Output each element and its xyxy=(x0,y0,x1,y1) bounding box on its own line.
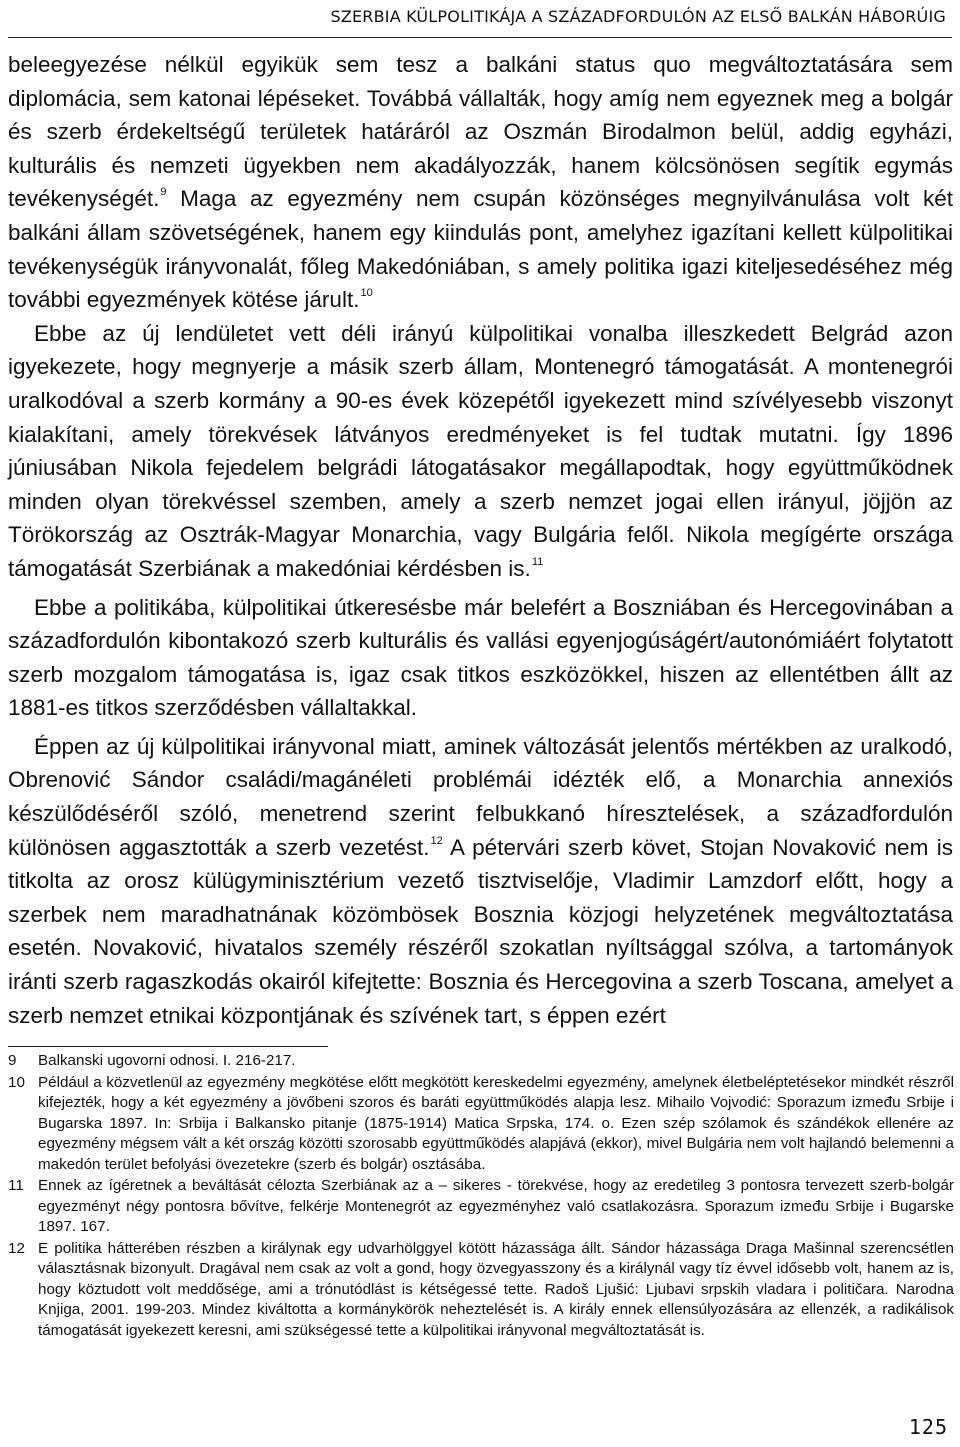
footnote-10 xyxy=(8,1073,954,1176)
paragraph-3-text: Ebbe a politikába, külpolitikai útkeresésbe már belefért a Boszniában és Hercegovinában a századfordulón kibontakozó szerb kulturális és vallási egyenjogúságért/autonómiáért folytatott szerb mozgalom támogatása is, igaz csak titkos eszközökkel, hiszen az ellentétben állt az 1881-es titkos szerződésben vállaltakkal. xyxy=(8,594,953,721)
running-header: SZERBIA KÜLPOLITIKÁJA A SZÁZADFORDULÓN AZ ELSŐ BALKÁN HÁBORÚIG xyxy=(330,7,946,26)
paragraph-3 xyxy=(8,591,953,725)
footnote-number: 9 xyxy=(8,1052,17,1069)
footnote-ref-9[interactable]: 9 xyxy=(160,186,167,199)
paragraph-4 xyxy=(8,730,953,1032)
footnote-12 xyxy=(8,1239,954,1342)
footnote-number: 10 xyxy=(8,1073,25,1091)
paragraph-1-text-a: beleegyezése nélkül egyikük sem tesz a balkáni status quo megváltoztatására sem diplomácia, sem katonai lépéseket. Továbbá vállalták, hogy amíg nem egyeznek meg a bolgár és szerb érdekeltségű területek határáról az Oszmán Birodalmon belül, addig egyházi, kulturális és nemzeti ügyekben nem akadályozzák, hanem kölcsönösen segítik egymás tevékenységét. xyxy=(8,52,953,212)
page-number: 125 xyxy=(908,1415,948,1439)
footnote-divider xyxy=(8,1046,328,1047)
footnote-11 xyxy=(8,1176,954,1238)
body-text xyxy=(8,48,953,1032)
paragraph-1-text-b: Maga az egyezmény nem csupán közönséges megnyilvánulása volt két balkáni állam szövetségének, hanem egy kiindulás pont, amelyhez igazítani kellett külpolitikai tevékenységük irányvonalát, főleg Makedóniában, s amely politika igazi kiteljesedéséhez még további egyezmények kötése járult. xyxy=(8,186,953,313)
paragraph-1 xyxy=(8,48,953,317)
footnote-ref-10[interactable]: 10 xyxy=(360,287,373,300)
header-divider xyxy=(8,37,952,38)
paragraph-2 xyxy=(8,317,953,586)
paragraph-4-text-a: Éppen az új külpolitikai irányvonal miatt, aminek változását jelentős mértékben az uralkodó, Obrenović Sándor családi/magánéleti problémái idézték elő, a Monarchia annexiós készülődéséről szóló, menetrend szerint felbukkanó híresztelések, a századfordulón különösen aggasztották a szerb vezetést. xyxy=(8,733,953,860)
footnote-text: Például a közvetlenül az egyezmény megkötése előtt megkötött kereskedelmi egyezmény, amelynek életbeléptetésekor mindkét részről kifejezték, hogy a két egyezmény a jövőbeni szoros és baráti együttműködés alapja lesz. Mihailo Vojvodić: Sporazum između Srbije i Bugarska 1897. In: Srbija i Balkansko pitanje (1875-1914) Matica Srpska, 174. o. Ezen szép szólamok és szándékok ellenére az egyezmény mégsem vált a két ország közötti szorosabb együttműködés alapjává (ekkor), mivel Bulgária nem volt hajlandó belemenni a makedón terület befolyási övezetekre (szerb és bolgár) osztásába. xyxy=(38,1073,954,1173)
footnote-number: 12 xyxy=(8,1239,25,1257)
paragraph-4-text-b: A pétervári szerb követ, Stojan Novaković nem is titkolta az orosz külügyminisztérium vezető tisztviselője, Vladimir Lamzdorf előtt, hogy a szerbek nem maradhatnának közömbösek Bosznia közjogi helyzetének megváltoztatása esetén. Novaković, hivatalos személy részéről szokatlan nyíltsággal szólva, a tartományok iránti szerb ragaszkodás okairól kifejtette: Bosznia és Hercegovina a szerb Toscana, amelyet a szerb nemzet etnikai központjának és szívének tart, s éppen ezért xyxy=(8,834,954,1028)
footnote-ref-12[interactable]: 12 xyxy=(430,834,443,847)
paragraph-2-text: Ebbe az új lendületet vett déli irányú külpolitikai vonalba illeszkedett Belgrád azon igyekezete, hogy megnyerje a másik szerb állam, Montenegró támogatását. A montenegrói uralkodóval a szerb kormány a 90-es évek közepétől igyekezett mind szívélyesebb viszonyt kialakítani, amely törekvések látványos eredményeket is fel tudtak mutatni. Így 1896 júniusában Nikola fejedelem belgrádi látogatásakor megállapodtak, hogy együttműködnek minden olyan törekvéssel szemben, amely a szerb nemzet jogai ellen irányul, jöjjön az Törökország az Osztrák-Magyar Monarchia, vagy Bulgária felől. Nikola megígérte országa támogatását Szerbiának a makedóniai kérdésben is. xyxy=(8,320,953,581)
footnote-text: E politika hátterében részben a királynak egy udvarhölggyel kötött házassága állt. Sándor házassága Draga Mašinnal szerencsétlen választásnak bizonyult. Dragával nem csak az volt a gond, hogy özvegyasszony és a királynál vagy tíz évvel idősebb volt, hanem az is, hogy köztudott volt meddősége, ami a trónutódlást is kétségessé tette. Radoš Ljušić: Ljubavi srpskih vladara i političara. Narodna Knjiga, 2001. 199-203. Mindez kiváltotta a kormánykörök neheztelését is. A király ennek ellensúlyozására az ellenzék, a radikálisok támogatását igyekezett keresni, ami szükségessé tette a külpolitikai irányvonal megváltoztatását is. xyxy=(38,1239,954,1339)
footnote-text: Balkanski ugovorni odnosi. I. 216-217. xyxy=(38,1052,296,1069)
footnotes xyxy=(8,1051,954,1342)
footnote-ref-11[interactable]: 11 xyxy=(531,555,544,568)
footnote-9 xyxy=(8,1051,954,1072)
footnote-text: Ennek az ígéretnek a beváltását célozta Szerbiának az a – sikeres - törekvése, hogy az eredetileg 3 pontosra tervezett szerb-bolgár egyezményt négy pontosra bővítve, felkérje Montenegrót az egyezményhez való csatlakozásra. Sporazum između Srbije i Bugarske 1897. 167. xyxy=(38,1177,954,1235)
footnote-number: 11 xyxy=(8,1177,24,1194)
